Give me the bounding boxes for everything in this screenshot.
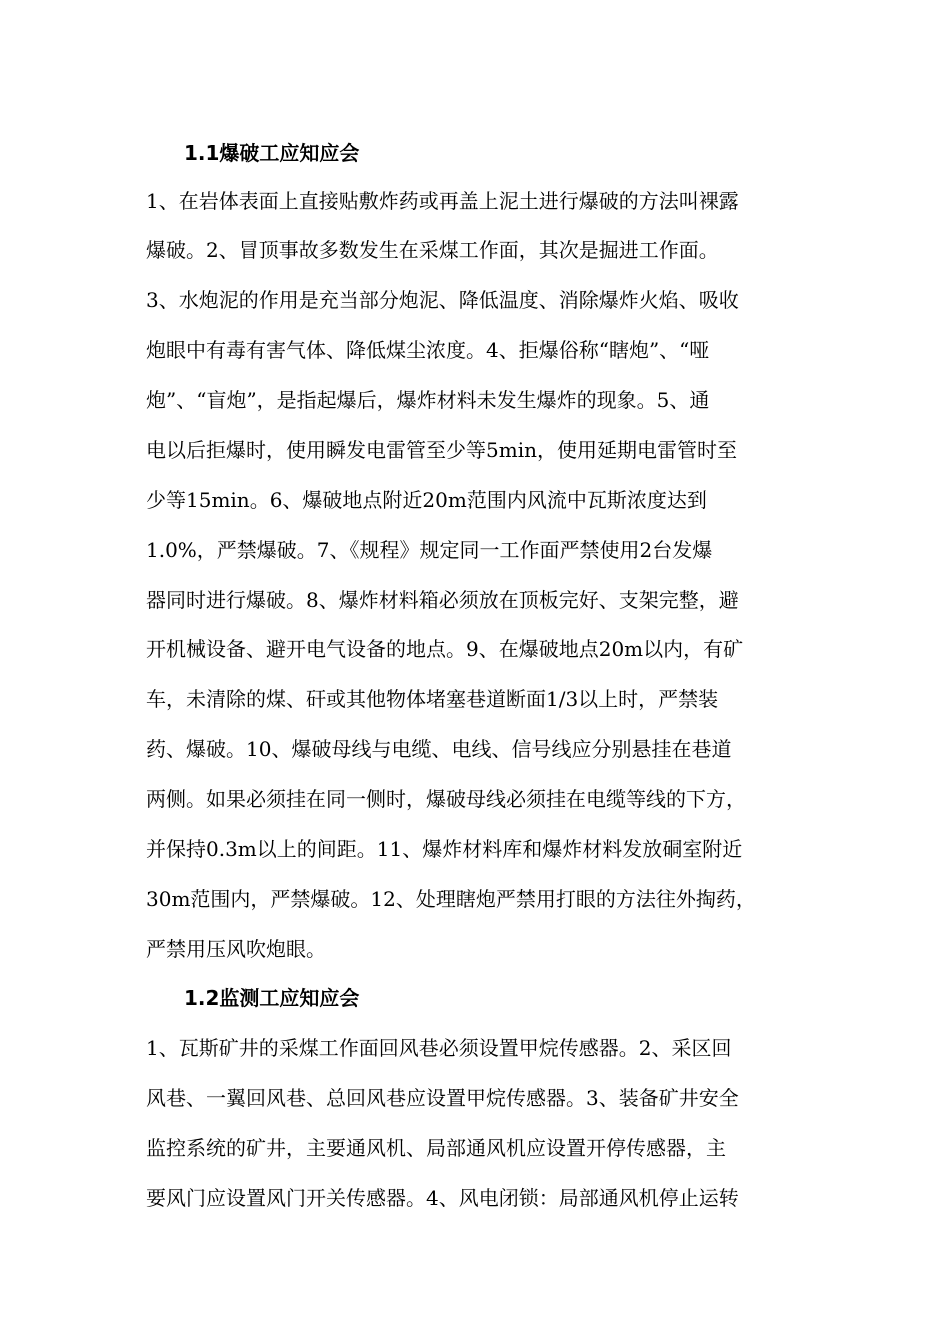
paragraph-line: 电以后拒爆时，使用瞬发电雷管至少等5min，使用延期电雷管时至 <box>146 438 737 462</box>
paragraph-line: 1、在岩体表面上直接贴敷炸药或再盖上泥土进行爆破的方法叫裸露 <box>146 189 739 213</box>
paragraph-line: 器同时进行爆破。8、爆炸材料箱必须放在顶板完好、支架完整，避 <box>146 588 739 612</box>
paragraph-line: 严禁用压风吹炮眼。 <box>146 937 326 961</box>
paragraph-line: 风巷、一翼回风巷、总回风巷应设置甲烷传感器。3、装备矿井安全 <box>146 1086 739 1110</box>
paragraph-line: 并保持0.3m以上的间距。11、爆炸材料库和爆炸材料发放硐室附近 <box>146 837 743 861</box>
paragraph-line: 30m范围内，严禁爆破。12、处理瞎炮严禁用打眼的方法往外掏药， <box>146 887 756 911</box>
paragraph-line: 少等15min。6、爆破地点附近20m范围内风流中瓦斯浓度达到 <box>146 488 707 512</box>
paragraph-line: 监控系统的矿井，主要通风机、局部通风机应设置开停传感器，主 <box>146 1136 726 1160</box>
section-heading-monitoring: 1.2监测工应知应会 <box>184 986 360 1010</box>
paragraph-line: 车，未清除的煤、矸或其他物体堵塞巷道断面1/3以上时，严禁装 <box>146 687 719 711</box>
paragraph-line: 药、爆破。10、爆破母线与电缆、电线、信号线应分别悬挂在巷道 <box>146 737 732 761</box>
paragraph-line: 1.0%，严禁爆破。7、《规程》规定同一工作面严禁使用2台发爆 <box>146 538 713 562</box>
paragraph-line: 炮眼中有毒有害气体、降低煤尘浓度。4、拒爆俗称“瞎炮”、“哑 <box>146 338 710 362</box>
paragraph-line: 1、瓦斯矿井的采煤工作面回风巷必须设置甲烷传感器。2、采区回 <box>146 1036 732 1060</box>
paragraph-line: 要风门应设置风门开关传感器。4、风电闭锁：局部通风机停止运转 <box>146 1186 739 1210</box>
section-heading-blasting: 1.1爆破工应知应会 <box>184 141 360 165</box>
paragraph-line: 3、水炮泥的作用是充当部分炮泥、降低温度、消除爆炸火焰、吸收 <box>146 288 739 312</box>
paragraph-line: 炮”、“盲炮”，是指起爆后，爆炸材料未发生爆炸的现象。5、通 <box>146 388 710 412</box>
paragraph-line: 开机械设备、避开电气设备的地点。9、在爆破地点20m以内，有矿 <box>146 637 744 661</box>
paragraph-line: 两侧。如果必须挂在同一侧时，爆破母线必须挂在电缆等线的下方， <box>146 787 746 811</box>
paragraph-line: 爆破。2、冒顶事故多数发生在采煤工作面，其次是掘进工作面。 <box>146 238 719 262</box>
